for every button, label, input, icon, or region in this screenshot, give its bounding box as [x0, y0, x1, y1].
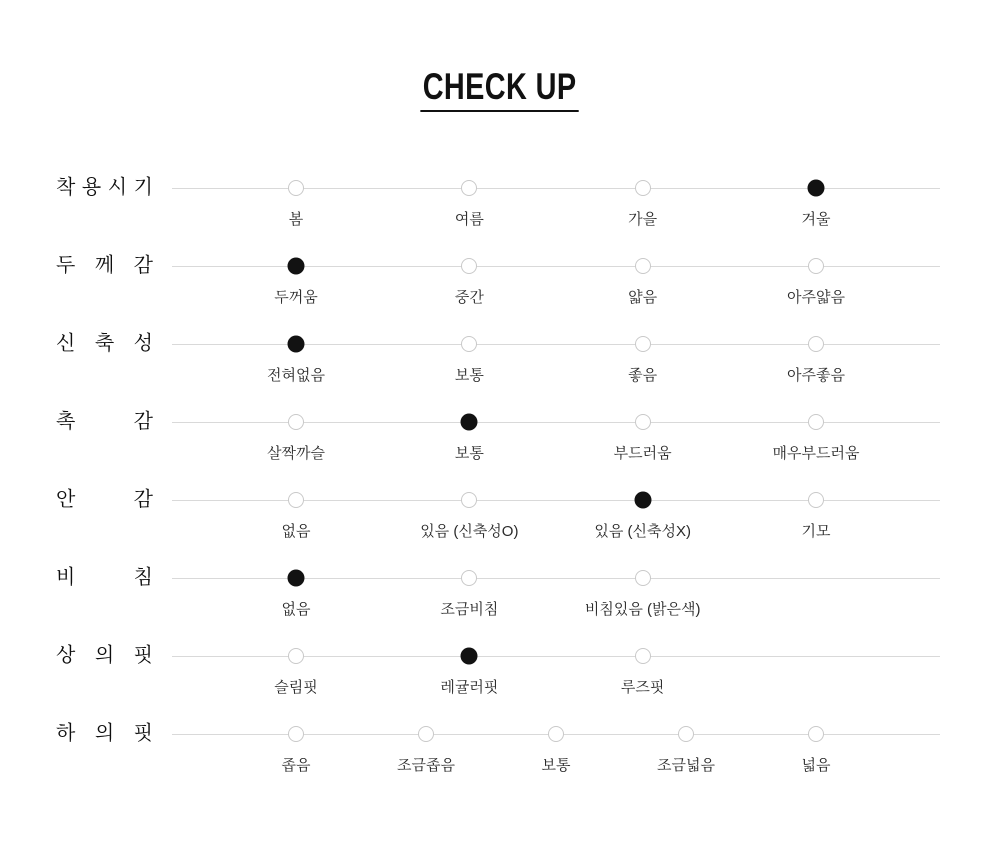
row-label-char: 하 — [56, 722, 76, 745]
row-label — [56, 334, 153, 354]
option-dot[interactable] — [461, 336, 477, 352]
option-dot[interactable] — [635, 258, 651, 274]
option-label: 루즈핏 — [620, 679, 665, 696]
option-dot[interactable] — [808, 336, 824, 352]
row-label-char: 침 — [133, 566, 153, 589]
option-dot[interactable] — [808, 258, 824, 274]
option-dot[interactable] — [808, 726, 824, 742]
option-dot[interactable] — [288, 180, 304, 196]
option-label: 레귤러핏 — [440, 679, 499, 696]
option-label: 중간 — [454, 289, 484, 306]
row-label — [56, 646, 153, 666]
option-label: 가을 — [628, 211, 658, 228]
row-label — [56, 256, 153, 276]
row-label-char: 촉 — [56, 410, 76, 433]
option-dot-selected[interactable] — [461, 648, 478, 665]
row-label — [56, 568, 153, 588]
option-label: 부드러움 — [613, 445, 672, 462]
option-label: 슬림핏 — [274, 679, 318, 696]
option-dot[interactable] — [635, 414, 651, 430]
option-label: 있음 (신축성X) — [594, 523, 691, 540]
row-label-char: 용 — [81, 176, 102, 199]
row-label-char: 께 — [94, 254, 115, 277]
option-dot-selected[interactable] — [288, 336, 305, 353]
option-label: 전혀없음 — [267, 367, 325, 384]
option-dot[interactable] — [635, 570, 651, 586]
option-label: 기모 — [801, 523, 831, 540]
option-dot[interactable] — [288, 492, 304, 508]
option-label: 아주얇음 — [787, 289, 845, 306]
row-label-char: 핏 — [133, 722, 153, 745]
option-dot[interactable] — [288, 648, 304, 664]
option-label: 조금좁음 — [397, 757, 455, 774]
option-label: 조금비침 — [440, 601, 499, 618]
option-dot[interactable] — [548, 726, 564, 742]
option-dot[interactable] — [635, 648, 651, 664]
option-label: 없음 — [281, 523, 311, 540]
row-label-char: 성 — [133, 332, 153, 355]
option-dot[interactable] — [808, 492, 824, 508]
option-dot[interactable] — [288, 726, 304, 742]
row-label-char: 두 — [56, 254, 76, 277]
option-label: 없음 — [281, 601, 311, 618]
option-label: 좋음 — [628, 367, 658, 384]
option-label: 있음 (신축성O) — [420, 523, 519, 540]
row-label-char: 의 — [94, 644, 115, 667]
row-label-char: 안 — [56, 488, 76, 511]
row-label-char: 기 — [133, 176, 153, 199]
option-label: 겨울 — [801, 211, 831, 228]
option-dot[interactable] — [808, 414, 824, 430]
row-label-char: 핏 — [133, 644, 153, 667]
option-label: 살짝까슬 — [267, 445, 325, 462]
option-dot[interactable] — [635, 336, 651, 352]
option-dot[interactable] — [461, 180, 477, 196]
option-dot[interactable] — [288, 414, 304, 430]
row-label — [56, 724, 153, 744]
row-label — [56, 490, 153, 510]
option-label: 봄 — [288, 211, 304, 228]
row-label-char: 상 — [56, 644, 76, 667]
option-dot[interactable] — [461, 492, 477, 508]
option-dot-selected[interactable] — [288, 258, 305, 275]
option-label: 보통 — [454, 367, 484, 384]
option-label: 매우부드러움 — [772, 445, 860, 462]
option-label: 아주좋음 — [787, 367, 845, 384]
row-label-char: 시 — [107, 176, 128, 199]
option-dot[interactable] — [418, 726, 434, 742]
option-label: 보통 — [541, 757, 571, 774]
option-label: 비침있음 (밝은색) — [584, 601, 701, 618]
option-label: 얇음 — [628, 289, 658, 306]
title-wrap — [0, 68, 1000, 112]
row-label-char: 감 — [133, 254, 153, 277]
option-label: 여름 — [454, 211, 484, 228]
row-label-char: 의 — [94, 722, 115, 745]
page-title: CHECK UP — [421, 68, 580, 112]
row-label-char: 착 — [56, 176, 76, 199]
row-label — [56, 412, 153, 432]
option-dot-selected[interactable] — [634, 492, 651, 509]
row-label-char: 감 — [133, 410, 153, 433]
row-label-char: 신 — [56, 332, 76, 355]
row-label — [56, 178, 153, 198]
option-label: 보통 — [454, 445, 484, 462]
option-dot-selected[interactable] — [461, 414, 478, 431]
row-label-char: 감 — [133, 488, 153, 511]
option-label: 넓음 — [801, 757, 831, 774]
option-label: 두꺼움 — [274, 289, 318, 306]
row-label-char: 비 — [56, 566, 76, 589]
option-label: 좁음 — [281, 757, 311, 774]
option-dot-selected[interactable] — [288, 570, 305, 587]
option-label: 조금넓음 — [657, 757, 715, 774]
option-dot-selected[interactable] — [808, 180, 825, 197]
option-dot[interactable] — [461, 258, 477, 274]
option-dot[interactable] — [635, 180, 651, 196]
option-dot[interactable] — [678, 726, 694, 742]
row-label-char: 축 — [94, 332, 115, 355]
option-dot[interactable] — [461, 570, 477, 586]
